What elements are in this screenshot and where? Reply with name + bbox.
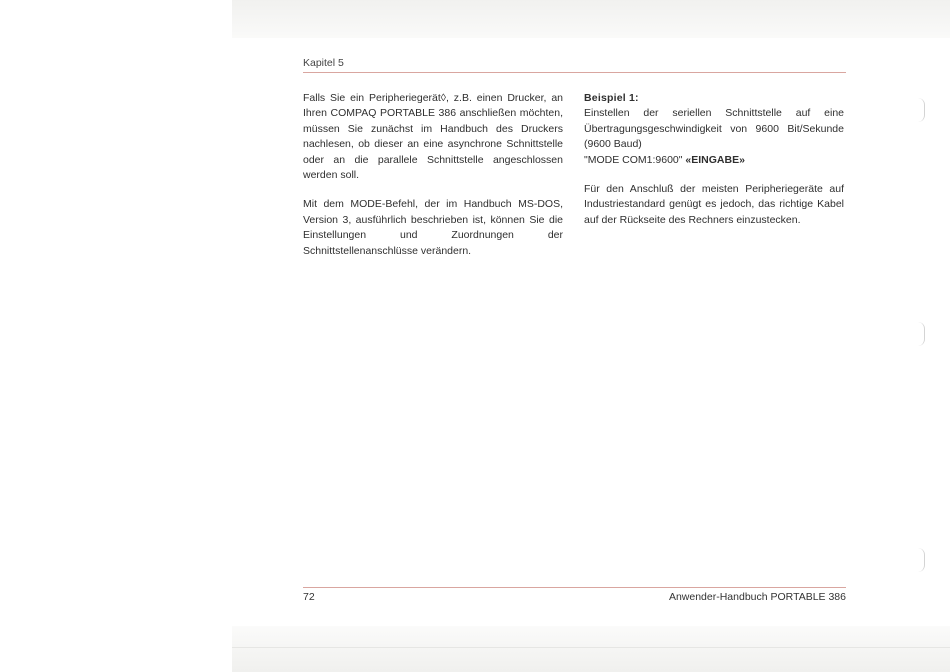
paragraph-gap <box>303 183 563 197</box>
command-text: "MODE COM1:9600" <box>584 153 683 166</box>
right-column <box>584 91 844 228</box>
book-title: Anwender-Handbuch PORTABLE 386 <box>668 591 846 603</box>
page-margin <box>0 0 232 672</box>
scan-line <box>232 647 950 648</box>
binder-hole-mark <box>918 322 925 346</box>
footer-rule <box>303 587 846 588</box>
scan-shadow-bottom <box>232 626 950 672</box>
mode-command <box>584 153 844 168</box>
paragraph-gap <box>584 168 844 182</box>
binder-hole-mark <box>918 548 925 572</box>
example-description: Einstellen der seriellen Schnittstelle auf eine Übertragungsgeschwindigkeit von 9600 Bit/Sekunde (9600 Baud) <box>584 107 844 151</box>
page-number: 72 <box>303 591 315 603</box>
enter-key-label: «EINGABE» <box>685 153 745 166</box>
scan-shadow-top <box>232 0 950 38</box>
header-rule <box>303 72 846 73</box>
left-paragraph-1: Falls Sie ein Peripheriegerät◊, z.B. einen Drucker, an Ihren COMPAQ PORTABLE 386 anschließen möchten, müssen Sie zunächst im Handbuch des Druckers nachlesen, ob dieser an eine asynchrone Schnittstelle oder an die parallele Schnittstelle angeschlossen werden soll. <box>303 92 563 182</box>
left-paragraph-2: Mit dem MODE-Befehl, der im Handbuch MS-DOS, Version 3, ausführlich beschrieben ist, können Sie die Einstellungen und Zuordnungen der Schnittstellenanschlüsse verändern. <box>303 198 563 257</box>
binder-hole-mark <box>918 98 925 122</box>
left-column <box>303 91 563 259</box>
right-paragraph: Für den Anschluß der meisten Peripheriegeräte auf Industriestandard genügt es jedoch, das richtige Kabel auf der Rückseite des Rechners einzustecken. <box>584 183 844 226</box>
chapter-header: Kapitel 5 <box>303 57 344 69</box>
example-title: Beispiel 1: <box>584 92 639 104</box>
